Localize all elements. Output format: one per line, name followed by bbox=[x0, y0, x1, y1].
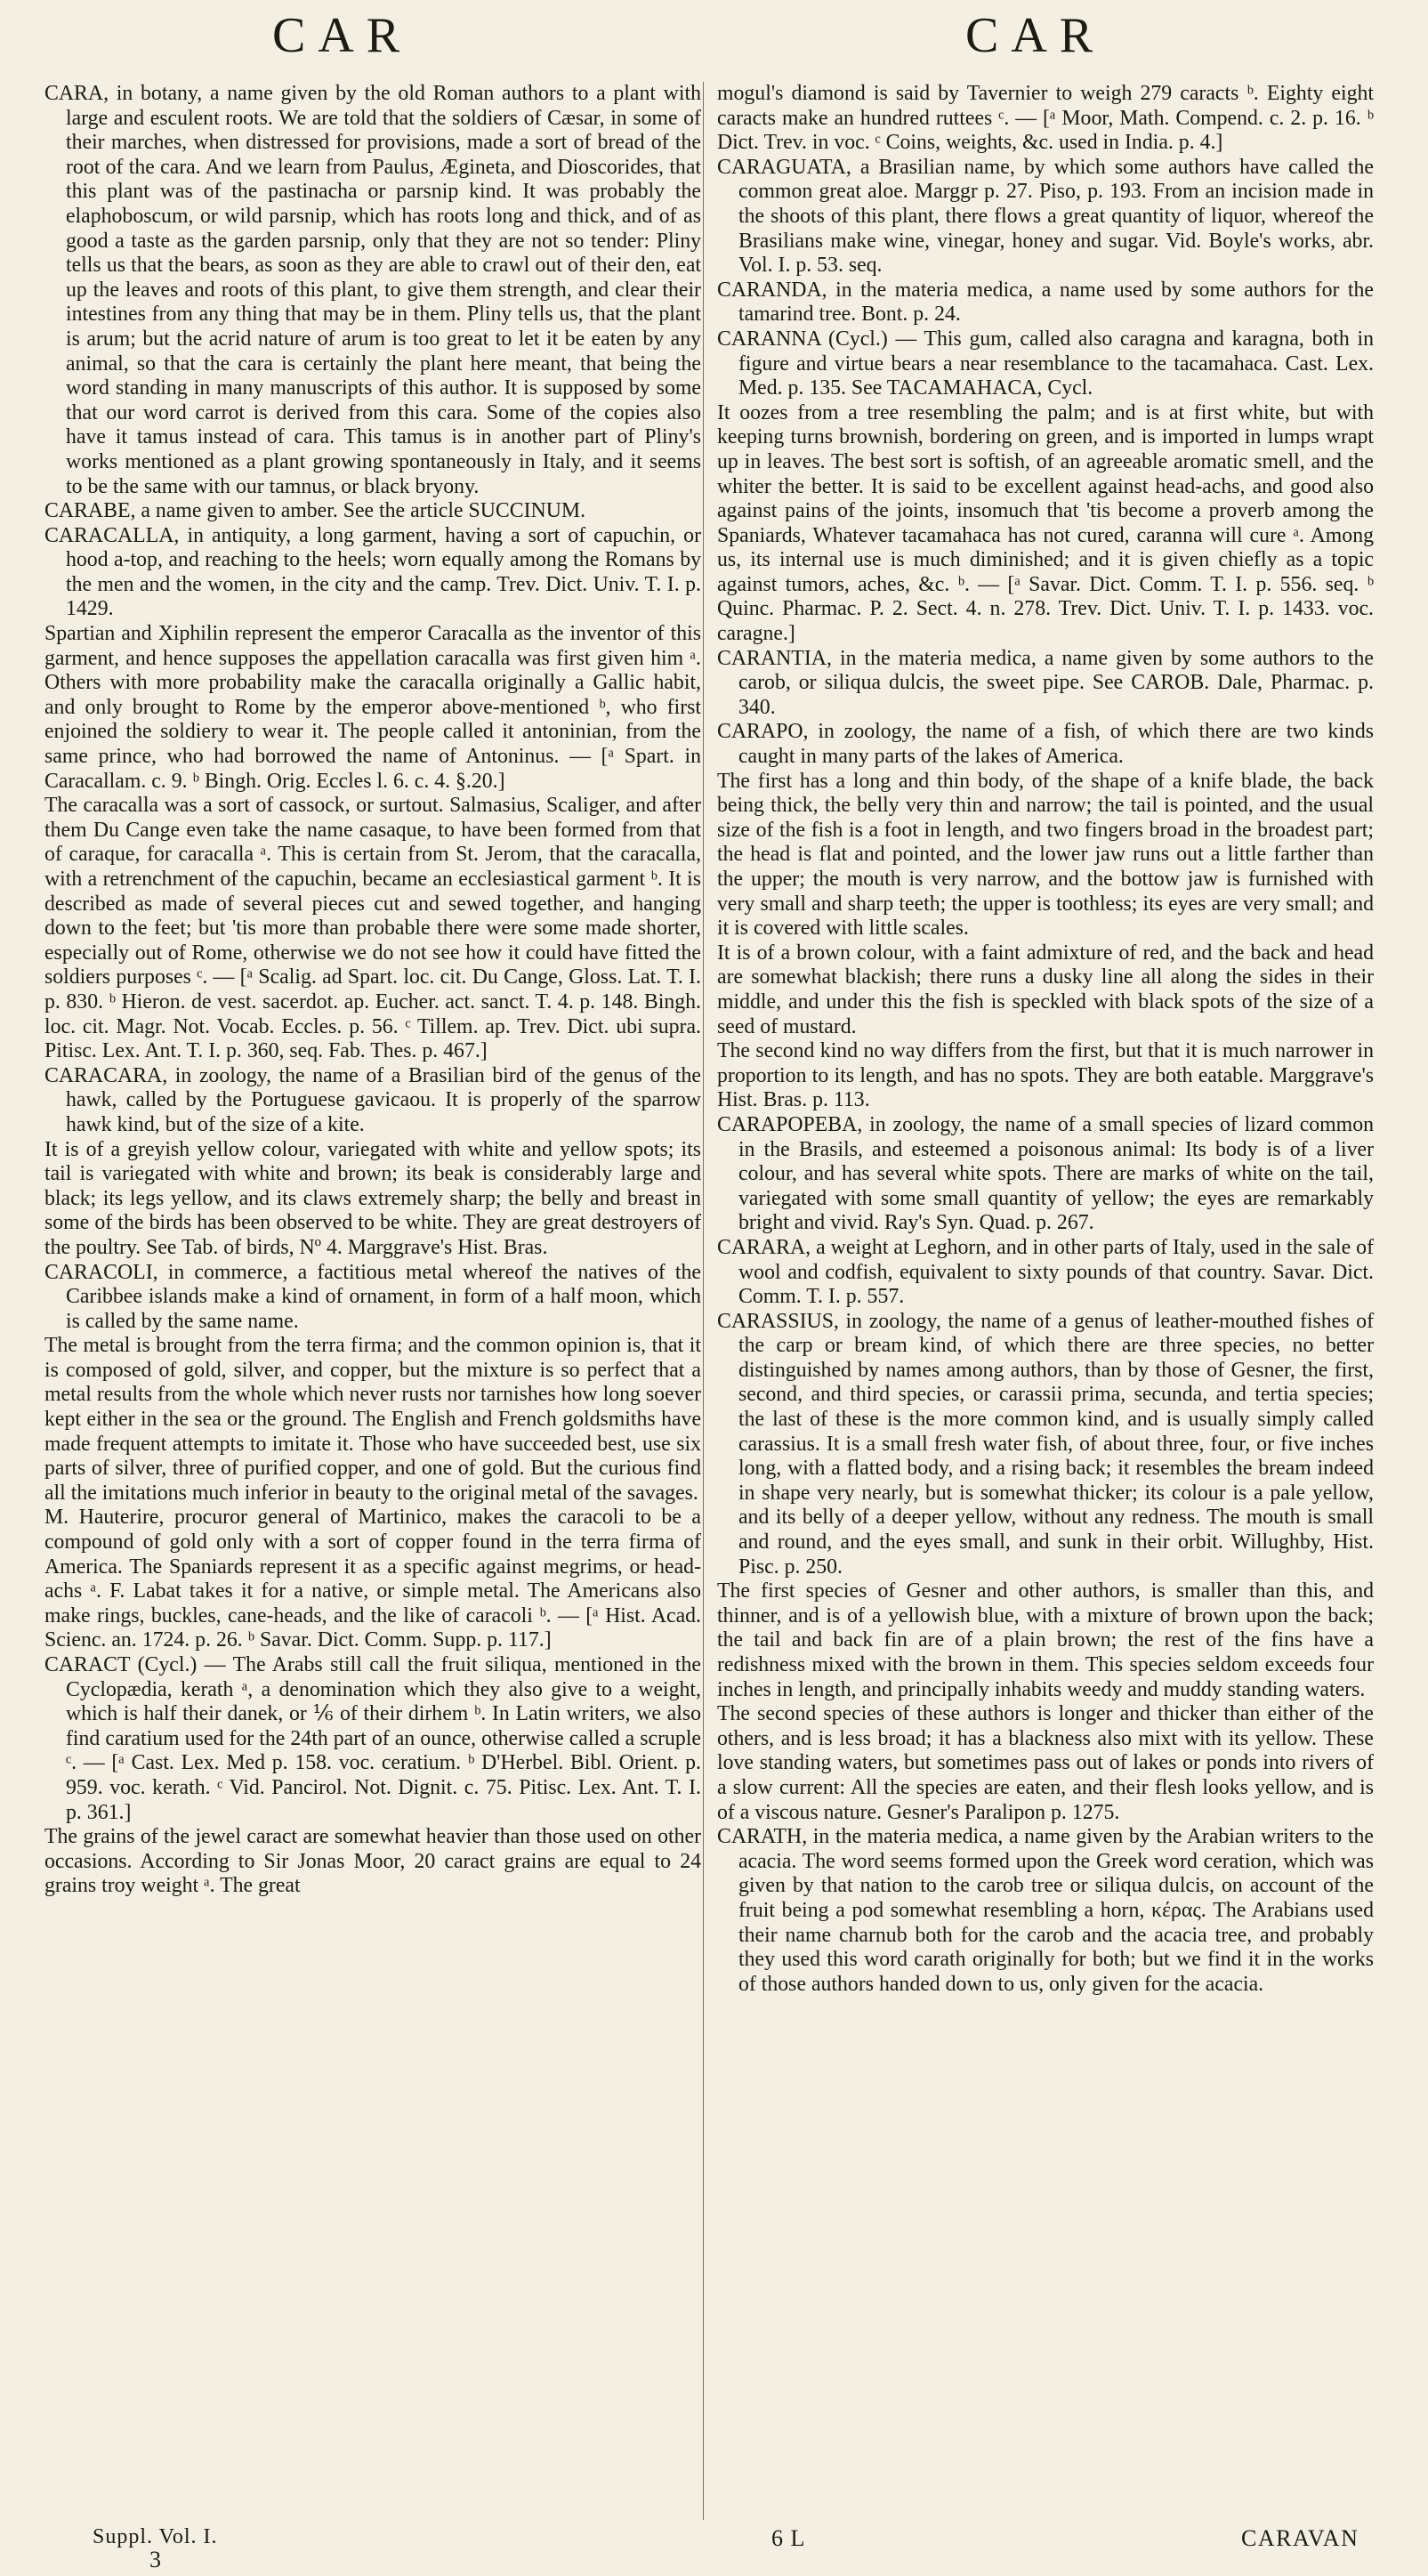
catchword: CARAVAN bbox=[1241, 2525, 1359, 2551]
dictionary-entry: CARANDA, in the materia medica, a name used by some authors for the tamarind tree. Bont. p. 24. bbox=[717, 278, 1374, 327]
dictionary-entry: CARARA, a weight at Leghorn, and in other parts of Italy, used in the sale of wool and codfish, equivalent to sixty pounds of that country. Savar. Dict. Comm. T. I. p. 557. bbox=[717, 1235, 1374, 1309]
dictionary-entry: CARAPO, in zoology, the name of a fish, of which there are two kinds caught in many parts of the lakes of America. bbox=[717, 720, 1374, 769]
paragraph: The second species of these authors is longer and thicker than either of the others, and is less broad; it has a blackness also mixt with its yellow. These love standing waters, but sometimes pass out of lakes or ponds into rivers of a slow current: All the species are eaten, and their flesh looks yellow, and is of a viscous nature. Gesner's Paralipon p. 1275. bbox=[717, 1702, 1374, 1824]
dictionary-entry: CARACARA, in zoology, the name of a Brasilian bird of the genus of the hawk, called by the Portuguese gavicaou. It is properly of the sparrow hawk kind, but of the size of a kite. bbox=[44, 1063, 701, 1136]
column-rule bbox=[703, 82, 704, 2520]
right-column bbox=[717, 82, 1374, 1997]
paragraph: It is of a greyish yellow colour, variegated with white and yellow spots; its tail is variegated with white and brown; its beak is considerably large and black; its legs yellow, and its claws extremely sharp; the belly and breast in some of the birds has been observed to be white. They are great destroyers of the poultry. See Tab. of birds, Nº 4. Marggrave's Hist. Bras. bbox=[44, 1137, 701, 1259]
dictionary-entry: CARAPOPEBA, in zoology, the name of a small species of lizard common in the Brasils, and esteemed a poisonous animal: Its body is of a liver colour, and has several white spots. There are marks of white on the tail, variegated with some small quantity of yellow; the eyes are remarkably bright and vivid. Ray's Syn. Quad. p. 267. bbox=[717, 1112, 1374, 1235]
dictionary-entry: CARACT (Cycl.) — The Arabs still call the fruit siliqua, mentioned in the Cyclopædia, kerath ᵃ, a denomination which they also give to a weight, which is half their danek, or ⅙ of their dirhem ᵇ. In Latin writers, we also find caratium used for the 24th part of an ounce, otherwise called a scruple ᶜ. — [ᵃ Cast. Lex. Med p. 158. voc. ceratium. ᵇ D'Herbel. Bibl. Orient. p. 959. voc. kerath. ᶜ Vid. Pancirol. Not. Dignit. c. 75. Pitisc. Lex. Ant. T. I. p. 361.] bbox=[44, 1653, 701, 1824]
paragraph: It is of a brown colour, with a faint admixture of red, and the back and head are somewhat blackish; there runs a dusky line all along the sides in their middle, and under this the fish is speckled with black spots of the size of a seed of mustard. bbox=[717, 941, 1374, 1038]
dictionary-entry: CARACALLA, in antiquity, a long garment, having a sort of capuchin, or hood a-top, and reaching to the heels; worn equally among the Romans by the men and the women, in the city and the camp. Trev. Dict. Univ. T. I. p. 1429. bbox=[44, 523, 701, 621]
paragraph: The metal is brought from the terra firma; and the common opinion is, that it is composed of gold, silver, and copper, but the mixture is so perfect that a metal results from the whole which never rusts nor tarnishes how long soever kept either in the sea or the ground. The English and French goldsmiths have made frequent attempts to imitate it. Those who have succeeded best, use six parts of silver, three of purified copper, and one of gold. But the curious find all the imitations much inferior in beauty to the original metal of the savages. bbox=[44, 1334, 701, 1505]
paragraph: The first species of Gesner and other authors, is smaller than this, and thinner, and is of a yellowish blue, with a mixture of brown upon the back; the tail and back fin are of a plain brown; the rest of the fins have a redishness mixed with the brown in them. This species seldom exceeds four inches in length, and principally inhabits weedy and muddy standing waters. bbox=[717, 1579, 1374, 1701]
left-column bbox=[44, 82, 701, 1899]
paragraph: The first has a long and thin body, of the shape of a knife blade, the back being thick, the belly very thin and narrow; the tail is pointed, and the usual size of the fish is a foot in length, and two fingers broad in the broadest part; the head is flat and pointed, and the lower jaw runs out a little farther than the upper; the mouth is very narrow, and the bottow jaw is furnished with very small and sharp teeth; the upper is toothless; its eyes are very small; and it is covered with little scales. bbox=[717, 769, 1374, 941]
dictionary-entry: CARABE, a name given to amber. See the article SUCCINUM. bbox=[44, 499, 586, 523]
running-head-right: CAR bbox=[965, 8, 1106, 63]
dictionary-entry: CARACOLI, in commerce, a factitious metal whereof the natives of the Caribbee islands make a kind of ornament, in form of a half moon, which is called by the same name. bbox=[44, 1260, 701, 1333]
dictionary-entry: CARAGUATA, a Brasilian name, by which some authors have called the common great aloe. Marggr p. 27. Piso, p. 193. From an incision made in the shoots of this plant, there flows a great quantity of liquor, whereof the Brasilians make wine, vinegar, honey and sugar. Vid. Boyle's works, abr. Vol. I. p. 53. seq. bbox=[717, 155, 1374, 278]
paragraph: Spartian and Xiphilin represent the emperor Caracalla as the inventor of this garment, and hence supposes the appellation caracalla was first given him ᵃ. Others with more probability make the caracalla originally a Gallic habit, and only brought to Rome by the emperor above-mentioned ᵇ, who first enjoined the soldiery to wear it. The people called it antoninian, from the same prince, who had borrowed the name of Antoninus. — [ᵃ Spart. in Caracallam. c. 9. ᵇ Bingh. Orig. Eccles l. 6. c. 4. §.20.] bbox=[44, 622, 701, 793]
dictionary-entry: CARANTIA, in the materia medica, a name given by some authors to the carob, or siliqua dulcis, the sweet pipe. See CAROB. Dale, Pharmac. p. 340. bbox=[717, 646, 1374, 719]
dictionary-entry: CARA, in botany, a name given by the old Roman authors to a plant with large and esculent roots. We are told that the soldiers of Cæsar, in some of their marches, when distressed for provisions, made a sort of bread of the root of the cara. And we learn from Paulus, Ægineta, and Dioscorides, that this plant was of the pastinacha or parsnip kind. It was probably the elaphoboscum, or wild parsnip, which has roots long and thick, and of as good a taste as the garden parsnip, only that they are not so tender: Pliny tells us that the bears, as soon as they are able to crawl out of their den, eat up the leaves and roots of this plant, to give them strength, and clear their intestines from any thing that may be in them. Pliny tells us, that the plant is arum; but the acrid nature of arum is too great to let it be eaten by any animal, so that the cara is certainly the plant here meant, that being the word standing in many manuscripts of this author. It is supposed by some that our word carrot is derived from this cara. Some of the copies also have it tamus instead of cara. This tamus is in another part of Pliny's works mentioned as a plant growing spontaneously in Italy, and it seems to be the same with our tamnus, or black bryony. bbox=[44, 82, 701, 498]
running-head-left: CAR bbox=[272, 8, 413, 63]
footer-signature: Suppl. Vol. I. bbox=[93, 2525, 218, 2548]
paragraph: The caracalla was a sort of cassock, or surtout. Salmasius, Scaliger, and after them Du Cange even take the name casaque, to have been formed from that of caraque, for caracalla ᵃ. This is certain from St. Jerom, that the caracalla, with a retrenchment of the capuchin, became an ecclesiastical garment ᵇ. It is described as made of several pieces cut and sewed together, and hanging down to the feet; but 'tis more than probable there were some made shorter, especially out of Rome, otherwise we do not see how it could have fitted the soldiers purposes ᶜ. — [ᵃ Scalig. ad Spart. loc. cit. Du Cange, Gloss. Lat. T. I. p. 830. ᵇ Hieron. de vest. sacerdot. ap. Eucher. act. sanct. T. 4. p. 148. Bingh. loc. cit. Magr. Not. Vocab. Eccles. p. 56. ᶜ Tillem. ap. Trev. Dict. ubi supra. Pitisc. Lex. Ant. T. I. p. 360, seq. Fab. Thes. p. 467.] bbox=[44, 794, 701, 1063]
paragraph: The second kind no way differs from the first, but that it is much narrower in proportion to its length, and has no spots. They are both eatable. Marggrave's Hist. Bras. p. 113. bbox=[717, 1039, 1374, 1112]
paragraph: M. Hauterire, procuror general of Martinico, makes the caracoli to be a compound of gold only with a sort of copper found in the terra firma of America. The Spaniards represent it as a specific against megrims, or head-achs ᵃ. F. Labat takes it for a native, or simple metal. The Americans also make rings, buckles, cane-heads, and the like of caracoli ᵇ. — [ᵃ Hist. Acad. Scienc. an. 1724. p. 26. ᵇ Savar. Dict. Comm. Supp. p. 117.] bbox=[44, 1506, 701, 1652]
paragraph: mogul's diamond is said by Tavernier to weigh 279 caracts ᵇ. Eighty eight caracts make an hundred ruttees ᶜ. — [ᵃ Moor, Math. Compend. c. 2. p. 16. ᵇ Dict. Trev. in voc. ᶜ Coins, weights, &c. used in India. p. 4.] bbox=[717, 82, 1374, 155]
page-number: 3 bbox=[149, 2547, 162, 2572]
dictionary-entry: CARANNA (Cycl.) — This gum, called also caragna and karagna, both in figure and virtue bears a near resemblance to the tacamahaca. Cast. Lex. Med. p. 135. See TACAMAHACA, Cycl. bbox=[717, 327, 1374, 400]
paragraph: The grains of the jewel caract are somewhat heavier than those used on other occasions. According to Sir Jonas Moor, 20 caract grains are equal to 24 grains troy weight ᵃ. The great bbox=[44, 1825, 701, 1898]
dictionary-entry: CARASSIUS, in zoology, the name of a genus of leather-mouthed fishes of the carp or bream kind, of which there are three species, no better distinguished by names among authors, than by those of Gesner, the first, second, and third species, or carassii prima, secunda, and tertia species; the last of these is the more common kind, and is usually simply called carassius. It is a small fresh water fish, of about three, four, or five inches long, with a flatted body, and a rising back; it resembles the bream indeed in shape very nearly, but is somewhat thicker; its colour is a pale yellow, and its belly of a deeper yellow, without any redness. The mouth is small and round, and the eyes small, and sunk in their orbit. Willughby, Hist. Pisc. p. 250. bbox=[717, 1309, 1374, 1579]
dictionary-entry: CARATH, in the materia medica, a name given by the Arabian writers to the acacia. The word seems formed upon the Greek word ceration, which was given by that nation to the carob tree or siliqua dulcis, on account of the fruit being a pod somewhat resembling a horn, κέρας. The Arabians used their name charnub both for the carob and the acacia tree, and probably they used this word carath originally for both; but we find it in the works of those authors handed down to us, only given for the acacia. bbox=[717, 1825, 1374, 1996]
paragraph: It oozes from a tree resembling the palm; and is at first white, but with keeping turns brownish, bordering on green, and is imported in lumps wrapt up in leaves. The best sort is softish, of an agreeable aromatic smell, and the whiter the better. It is said to be excellent against head-achs, and good also against pains of the joints, insomuch that 'tis become a proverb among the Spaniards, Whatever tacamahaca has not cured, caranna will cure ᵃ. Among us, its internal use is much diminished; and it is given chiefly as a topic against tumors, aches, &c. ᵇ. — [ᵃ Savar. Dict. Comm. T. I. p. 556. seq. ᵇ Quinc. Pharmac. P. 2. Sect. 4. n. 278. Trev. Dict. Univ. T. I. p. 1433. voc. caragne.] bbox=[717, 400, 1374, 646]
signature-mark: 6 L bbox=[771, 2525, 806, 2551]
